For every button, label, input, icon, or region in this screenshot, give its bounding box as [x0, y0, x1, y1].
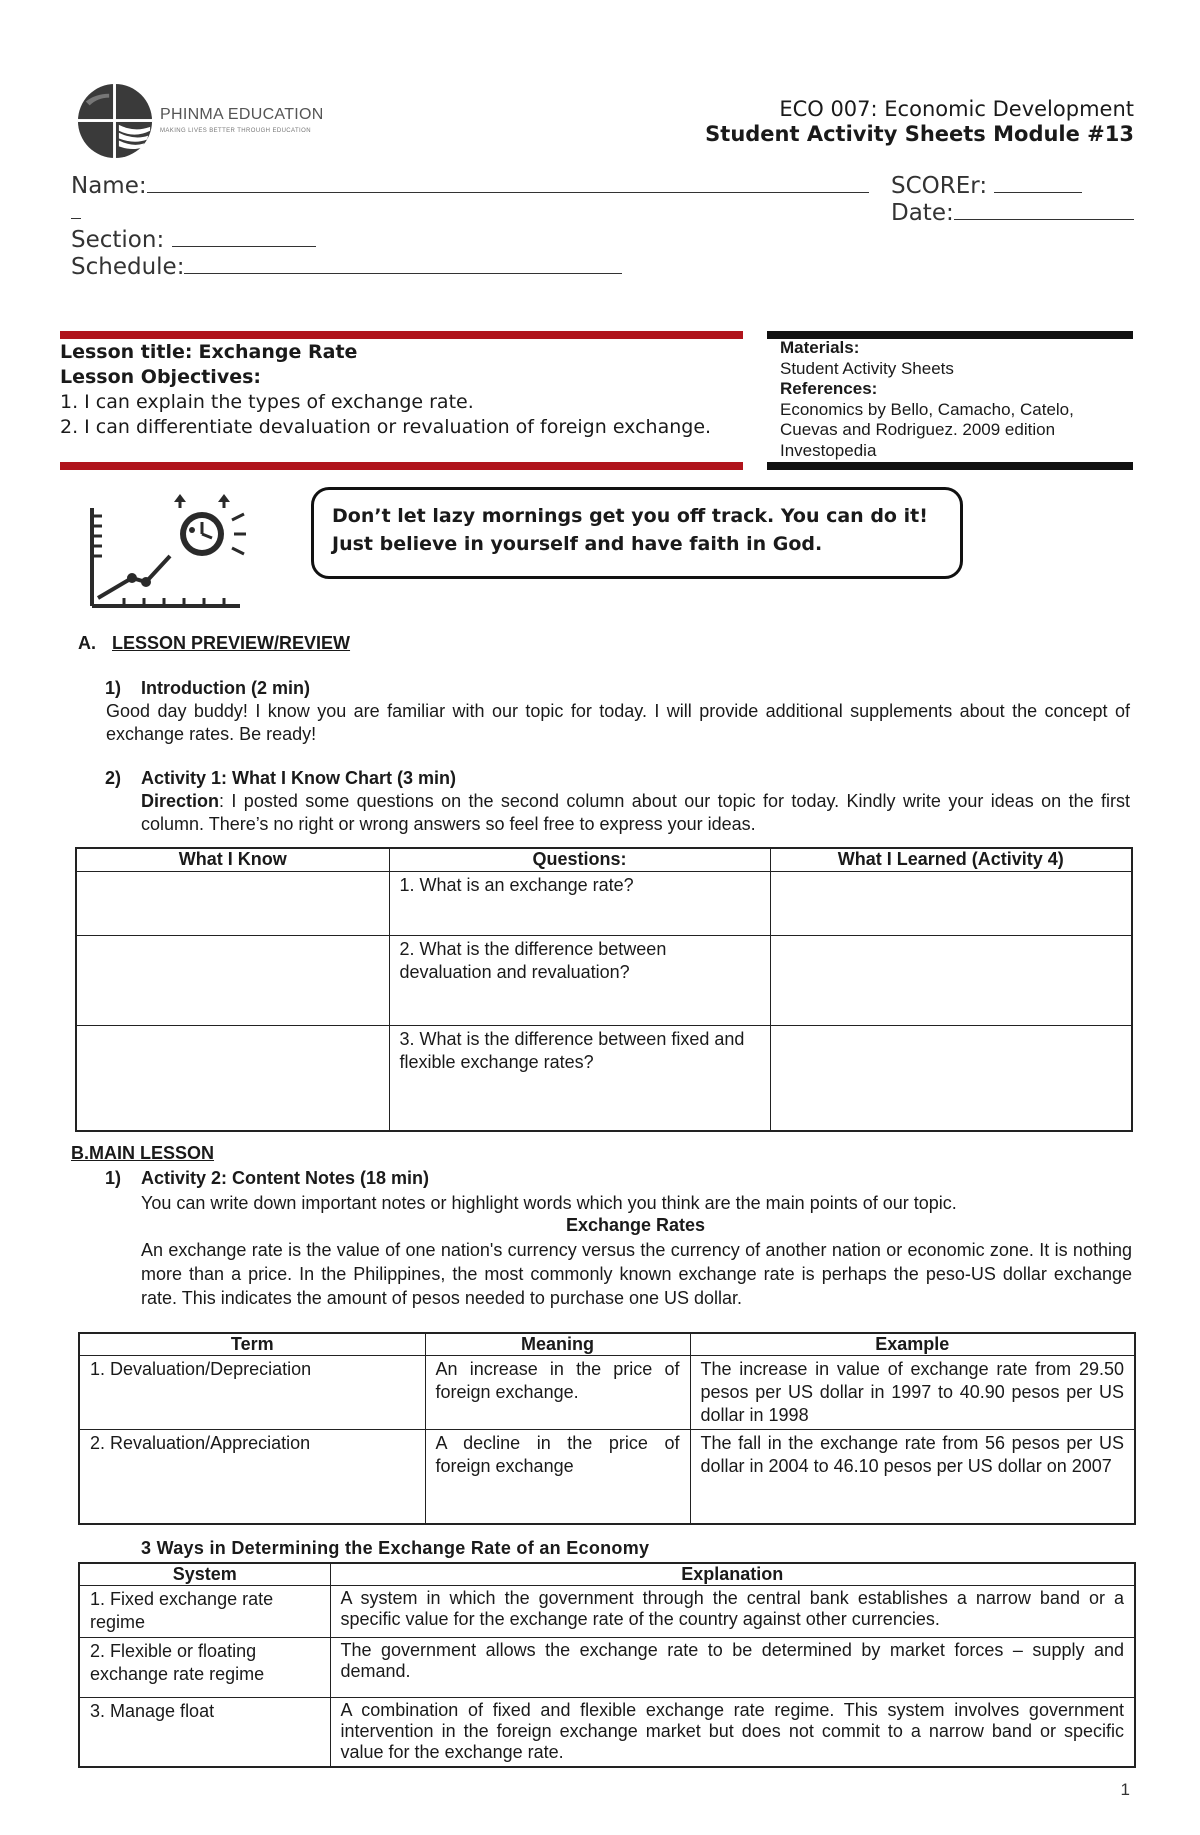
lesson-top-bar	[60, 331, 743, 339]
reference-line-3: Investopedia	[780, 440, 877, 460]
materials-bottom-bar	[767, 462, 1133, 470]
know-cell[interactable]	[76, 871, 389, 935]
term-cell: 1. Devaluation/Depreciation	[79, 1355, 425, 1429]
explanation-cell: The government allows the exchange rate to be determined by market forces – supply and demand.	[330, 1637, 1135, 1697]
materials-value: Student Activity Sheets	[780, 358, 954, 378]
know-chart-header: Questions:	[389, 848, 770, 871]
learned-cell[interactable]	[770, 1025, 1132, 1131]
objective-1: 1. I can explain the types of exchange rate.	[60, 391, 474, 413]
reference-line-2: Cuevas and Rodriguez. 2009 edition	[780, 420, 1056, 439]
terms-header: Example	[690, 1333, 1135, 1355]
direction-label: Direction	[141, 791, 220, 811]
example-cell: The fall in the exchange rate from 56 pesos per US dollar in 2004 to 46.10 pesos per US dollar on 2007	[690, 1429, 1135, 1524]
schedule-label: Schedule:	[71, 254, 185, 280]
section-field	[71, 225, 316, 254]
know-cell[interactable]	[76, 935, 389, 1025]
explanation-cell: A system in which the government through the central bank establishes a narrow band or a specific value for the exchange rate of the country against other currencies.	[330, 1585, 1135, 1637]
reference-line-1: Economics by Bello, Camacho, Catelo,	[780, 399, 1074, 419]
terms-header: Term	[79, 1333, 425, 1355]
brand-name: PHINMA EDUCATION	[160, 106, 324, 123]
name-field	[71, 171, 869, 200]
materials-label: Materials:	[780, 338, 860, 357]
learned-cell[interactable]	[770, 871, 1132, 935]
materials-box	[780, 338, 1140, 461]
exchange-rates-heading: Exchange Rates	[565, 1215, 706, 1235]
phinma-logo	[76, 82, 336, 162]
activity2-number: 1)	[105, 1168, 122, 1188]
objective-2: 2. I can differentiate devaluation or revaluation of foreign exchange.	[60, 416, 712, 438]
section-blank[interactable]	[172, 225, 316, 247]
activity1-number: 2)	[105, 768, 122, 788]
motivation-line-1: Don’t let lazy mornings get you off track. You can do it!	[332, 505, 928, 527]
systems-table-title: 3 Ways in Determining the Exchange Rate of an Economy	[141, 1538, 650, 1558]
lesson-title: Lesson title: Exchange Rate	[60, 341, 358, 363]
system-cell: 1. Fixed exchange rate regime	[79, 1585, 330, 1637]
section-b-title: B.MAIN LESSON	[71, 1143, 215, 1163]
term-cell: 2. Revaluation/Appreciation	[79, 1429, 425, 1524]
activity2-instruction: You can write down important notes or highlight words which you think are the main points of our topic.	[141, 1193, 957, 1213]
exchange-rates-paragraph: An exchange rate is the value of one nation's currency versus the currency of another nation or economic zone. It is nothing more than a price. In the Philippines, the most commonly known exchange rate is perhaps the peso-US dollar exchange rate. This indicates the amount of pesos needed to purchase one US dollar.	[141, 1240, 1132, 1308]
terms-table	[78, 1332, 1136, 1525]
systems-table	[78, 1562, 1136, 1768]
question-cell: 2. What is the difference between devaluation and revaluation?	[389, 935, 770, 1025]
section-label: Section:	[71, 227, 165, 253]
course-title: ECO 007: Economic Development	[779, 97, 1134, 121]
lesson-box	[60, 340, 740, 440]
phinma-logo-icon	[76, 82, 154, 160]
name-underline-overflow	[71, 218, 81, 219]
systems-header: System	[79, 1563, 330, 1585]
question-cell: 1. What is an exchange rate?	[389, 871, 770, 935]
section-a-title: LESSON PREVIEW/REVIEW	[112, 633, 351, 653]
date-field	[891, 198, 1134, 227]
know-chart-header: What I Learned (Activity 4)	[770, 848, 1132, 871]
explanation-cell: A combination of fixed and flexible exchange rate regime. This system involves government intervention in the foreign exchange market but does not commit to a narrow band or specific value for the exchange rate.	[330, 1697, 1135, 1767]
name-blank[interactable]	[147, 171, 869, 193]
learned-cell[interactable]	[770, 935, 1132, 1025]
know-cell[interactable]	[76, 1025, 389, 1131]
know-chart-header: What I Know	[76, 848, 389, 871]
score-blank[interactable]	[994, 171, 1082, 193]
date-blank[interactable]	[954, 198, 1134, 220]
direction-text	[141, 790, 1130, 836]
lesson-objectives-label: Lesson Objectives:	[60, 366, 261, 388]
lesson-bottom-bar	[60, 462, 743, 470]
motivation-line-2: Just believe in yourself and have faith in God.	[332, 533, 823, 555]
activity2-title: Activity 2: Content Notes (18 min)	[141, 1168, 430, 1188]
score-field	[891, 171, 1082, 200]
meaning-cell: A decline in the price of foreign exchange	[425, 1429, 690, 1524]
module-title: Student Activity Sheets Module #13	[705, 122, 1134, 146]
schedule-blank[interactable]	[184, 252, 622, 274]
name-label: Name:	[71, 173, 147, 199]
intro-number: 1)	[105, 678, 122, 698]
growth-chart-clock-icon	[84, 494, 256, 614]
system-cell: 2. Flexible or floating exchange rate regime	[79, 1637, 330, 1697]
intro-title: Introduction (2 min)	[141, 678, 310, 698]
brand-tagline: MAKING LIVES BETTER THROUGH EDUCATION	[160, 128, 311, 134]
systems-header: Explanation	[330, 1563, 1135, 1585]
system-cell: 3. Manage float	[79, 1697, 330, 1767]
activity1-title: Activity 1: What I Know Chart (3 min)	[141, 768, 457, 788]
date-label: Date:	[891, 200, 954, 226]
terms-header: Meaning	[425, 1333, 690, 1355]
meaning-cell: An increase in the price of foreign exchange.	[425, 1355, 690, 1429]
example-cell: The increase in value of exchange rate from 29.50 pesos per US dollar in 1997 to 40.90 pesos per US dollar in 1998	[690, 1355, 1135, 1429]
know-chart-table	[75, 847, 1133, 1132]
intro-text: Good day buddy! I know you are familiar with our topic for today. I will provide additional supplements about the concept of exchange rates. Be ready!	[106, 701, 1130, 744]
section-a-label: A.	[78, 633, 96, 653]
direction-body: : I posted some questions on the second column about our topic for today. Kindly write your ideas on the first column. There’s no right or wrong answers so feel free to express your ideas.	[141, 791, 1130, 834]
page-number: 1	[1120, 1780, 1130, 1799]
score-label: SCOREr:	[891, 173, 988, 199]
references-label: References:	[780, 379, 878, 398]
schedule-field	[71, 252, 622, 281]
motivation-box	[311, 487, 963, 579]
question-cell: 3. What is the difference between fixed and flexible exchange rates?	[389, 1025, 770, 1131]
